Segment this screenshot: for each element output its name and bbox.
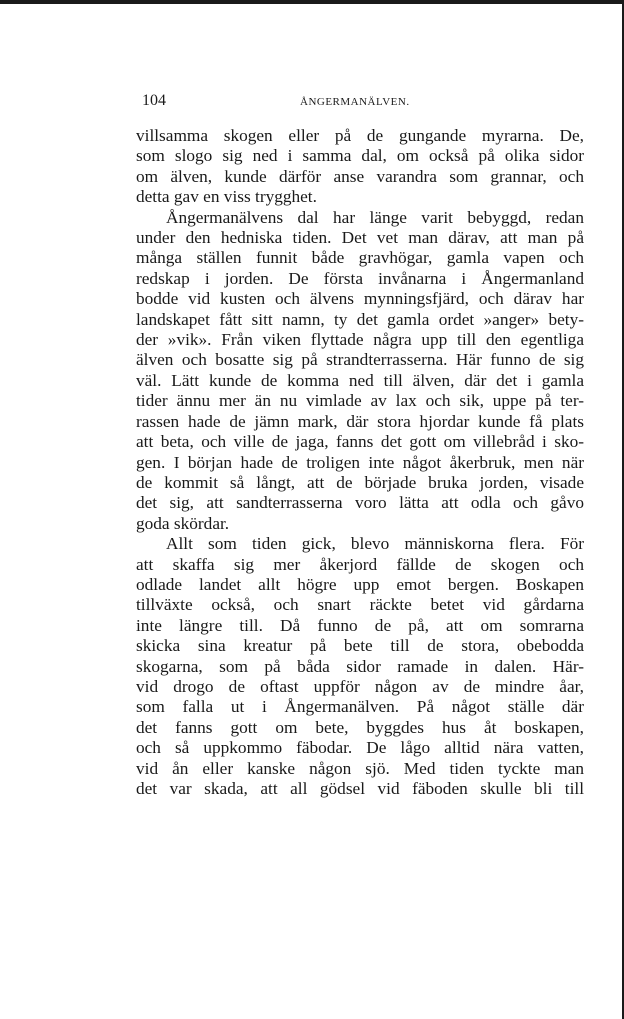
- text-line: tillväxte också, och snart räckte betet vid gårdarna: [136, 595, 584, 615]
- text-line: detta gav en viss trygghet.: [136, 187, 317, 207]
- text-line: vid ån eller kanske någon sjö. Med tiden tyckte man: [136, 758, 584, 778]
- text-line: Ångermanälvens dal har länge varit bebyggd, redan: [166, 207, 584, 227]
- text-line: många ställen funnit både gravhögar, gamla vapen och: [136, 248, 584, 268]
- text-line: de kommit så långt, att de började bruka jorden, visade: [136, 472, 584, 492]
- text-line: Allt som tiden gick, blevo människorna flera. För: [166, 534, 584, 554]
- text-line: rassen hade de jämn mark, där stora hjordar kunde få plats: [136, 411, 584, 431]
- text-line: och så uppkommo fäbodar. De lågo alltid nära vatten,: [136, 738, 584, 758]
- text-line: att skaffa sig mer åkerjord fällde de skogen och: [136, 554, 584, 574]
- text-line: der »vik». Från viken flyttade några upp till den egentliga: [136, 330, 584, 350]
- text-line: som falla ut i Ångermanälven. På något ställe där: [136, 697, 584, 717]
- running-title: ÅNGERMANÄLVEN.: [300, 96, 410, 108]
- text-line: odlade landet allt högre upp emot bergen. Boskapen: [136, 574, 584, 594]
- text-line: skicka sina kreatur på bete till de stora, obebodda: [136, 636, 584, 656]
- text-line: tider ännu mer än nu vimlade av lax och sik, uppe på ter-: [136, 391, 584, 411]
- text-line: redskap i jorden. De första invånarna i Ångermanland: [136, 268, 584, 288]
- text-line: vid drogo de oftast uppför någon av de mindre åar,: [136, 676, 584, 696]
- text-line: landskapet fått sitt namn, ty det gamla ordet »anger» bety-: [136, 309, 584, 329]
- text-line: det var skada, att all gödsel vid fäboden skulle bli till: [136, 779, 584, 798]
- running-head: [136, 92, 584, 114]
- text-line: älven och bosatte sig på strandterrasserna. Här funno de sig: [136, 350, 584, 370]
- body-text: [136, 126, 584, 799]
- text-line: gen. I början hade de troligen inte något åkerbruk, men när: [136, 452, 584, 472]
- text-line: det sig, att sandterrasserna voro lätta att odla och gåvo: [136, 493, 584, 513]
- book-page: [136, 92, 584, 799]
- text-line: det fanns gott om bete, byggdes hus åt boskapen,: [136, 717, 584, 737]
- text-line: att beta, och ville de jaga, fanns det gott om villebråd i sko-: [136, 432, 584, 452]
- text-line: om älven, kunde därför anse varandra som grannar, och: [136, 166, 584, 186]
- text-line: villsamma skogen eller på de gungande myrarna. De,: [136, 126, 584, 145]
- text-line: goda skördar.: [136, 513, 230, 533]
- page-top-edge: [0, 0, 624, 4]
- page-number: 104: [142, 92, 166, 109]
- text-line: skogarna, som på båda sidor ramade in dalen. Här-: [136, 656, 584, 676]
- text-line: inte längre till. Då funno de på, att om somrarna: [136, 615, 584, 635]
- text-line: väl. Lätt kunde de komma ned till älven, där det i gamla: [136, 370, 584, 390]
- text-line: bodde vid kusten och älvens mynningsfjärd, och därav har: [136, 289, 584, 309]
- text-line: som slogo sig ned i samma dal, om också på olika sidor: [136, 146, 584, 166]
- text-line: under den hedniska tiden. Det vet man därav, att man på: [136, 228, 584, 248]
